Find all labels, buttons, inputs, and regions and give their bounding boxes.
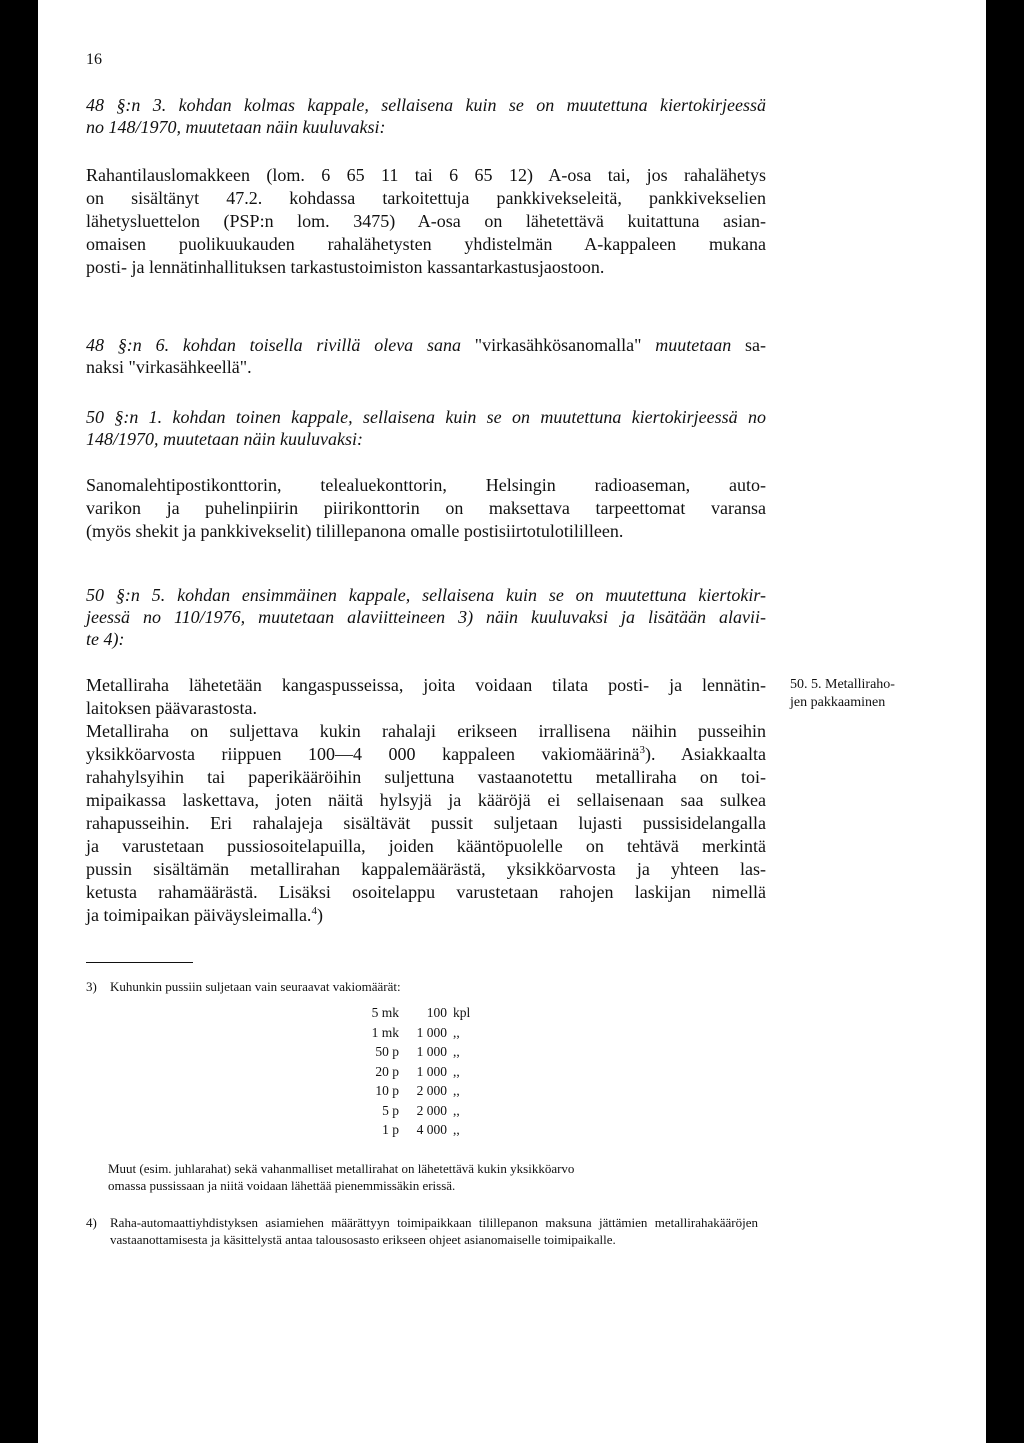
body-line: varikon ja puhelinpiirin piirikonttorin on maksettava tarpeettomat varansa — [86, 498, 766, 518]
body-line: ja varustetaan pussiosoitelapuilla, joiden kääntöpuolelle on tehtävä merkintä — [86, 836, 766, 856]
amendment-heading-48-3 — [86, 94, 766, 138]
amendment-heading-50-5 — [86, 584, 766, 650]
footnote-line: omassa pussissaan ja niitä voidaan lähettää pienemmissäkin erissä. — [108, 1178, 456, 1193]
heading-line: no 148/1970, muutetaan näin kuuluvaksi: — [86, 117, 386, 137]
footnote-line: Muut (esim. juhlarahat) sekä vahanmalliset metallirahat on lähetettävä kukin yksikköarvo — [108, 1161, 575, 1176]
coin-count-table — [355, 1004, 470, 1141]
footnote-ref-3: 3 — [639, 744, 645, 756]
quoted-word-old: "virkasähkösanomalla" — [474, 335, 642, 355]
coin-count-row — [355, 1063, 470, 1083]
footnote-text: Raha-automaattiyhdistyksen asiamiehen määrättyyn toimipaikkaan tilillepanon maksuna jättämien metallirahakääröjen vastaanottamisesta ja käsittelystä antaa talousosasto erikseen ohjeet asianomaiselle toimipaikalle. — [110, 1215, 758, 1247]
coin-count-amount: 1 000 — [416, 1063, 447, 1079]
body-line: rahapusseihin. Eri rahalajeja sisältävät pussit suljetaan lujasti pussisidelangalla — [86, 813, 766, 833]
body-line: rahahylsyihin tai paperikääröihin suljettuna vastaanotettu metalliraha on toi- — [86, 767, 766, 787]
body-text: ). Asiakkaalta — [645, 744, 766, 764]
coin-count-row — [355, 1082, 470, 1102]
margin-note-line-1 — [790, 676, 940, 694]
heading-line: te 4): — [86, 629, 125, 649]
margin-note-line-2: jen pakkaaminen — [790, 695, 886, 710]
coin-count-amount: 1 000 — [416, 1044, 447, 1059]
coin-count-amount: 1 000 — [416, 1024, 447, 1040]
body-line: posti- ja lennätinhallituksen tarkastustoimiston kassantarkastusjaostoon. — [86, 257, 605, 277]
body-line: ketusta rahamäärästä. Lisäksi osoitelappu varustetaan rahojen laskijan nimellä — [86, 882, 766, 902]
hyphen-tail: sa- — [745, 335, 767, 355]
coin-count-row — [355, 1043, 470, 1063]
coin-count-denom: 50 p — [375, 1044, 399, 1059]
footnote-3-continuation — [108, 1160, 758, 1194]
coin-count-row — [355, 1004, 470, 1024]
coin-count-unit: ,, — [453, 1044, 460, 1059]
coin-count-row — [355, 1102, 470, 1122]
coin-count-amount: 100 — [426, 1005, 447, 1020]
body-line: laitoksen päävarastosta. — [86, 698, 257, 718]
page-number: 16 — [86, 51, 102, 68]
body-line: Metalliraha on suljettava kukin rahalaji erikseen irrallisena näihin pusseihin — [86, 721, 766, 741]
coin-count-unit: ,, — [453, 1102, 460, 1118]
heading-line: 148/1970, muutetaan näin kuuluvaksi: — [86, 429, 363, 449]
body-line: Rahantilauslomakkeen (lom. 6 65 11 tai 6 65 12) A-osa tai, jos rahalähetys — [86, 165, 766, 185]
footnote-label: 4) — [86, 1215, 97, 1230]
margin-note-number: 50. 5. — [790, 677, 822, 692]
heading-line: jeessä no 110/1976, muutetaan alaviitteineen 3) näin kuuluvaksi ja lisätään alavii- — [86, 607, 766, 627]
heading-line: 50 §:n 5. kohdan ensimmäinen kappale, sellaisena kuin se on muutettuna kiertokir- — [86, 585, 766, 605]
footnote-4 — [86, 1214, 758, 1248]
footnote-3 — [86, 978, 686, 995]
margin-note — [790, 676, 940, 712]
amendment-body-50-5 — [86, 674, 766, 927]
body-line: mipaikassa laskettava, joten näitä hylsyjä ja kääröjä ei sellaisenaan saa sulkea — [86, 790, 766, 810]
body-line: Sanomalehtipostikonttorin, telealuekonttorin, Helsingin radioaseman, auto- — [86, 475, 766, 495]
coin-count-denom: 5 mk — [371, 1005, 399, 1020]
coin-count-denom: 10 p — [375, 1083, 399, 1098]
coin-count-denom: 1 p — [382, 1122, 399, 1137]
coin-count-denom: 5 p — [382, 1102, 399, 1118]
margin-note-text: Metalliraho- — [825, 677, 895, 692]
amendment-heading-50-1 — [86, 406, 766, 450]
coin-count-unit: ,, — [453, 1122, 460, 1137]
amendment-body-48-3 — [86, 164, 766, 279]
heading-line: 48 §:n 3. kohdan kolmas kappale, sellaisena kuin se on muutettuna kiertokirjeessä — [86, 95, 766, 115]
footnote-text: Kuhunkin pussiin suljetaan vain seuraavat vakiomäärät: — [110, 979, 401, 994]
amendment-line — [86, 334, 766, 356]
body-text: yksikköarvosta riippuen 100—4 000 kappaleen vakiomäärinä — [86, 744, 640, 764]
footnote-rule — [86, 962, 193, 963]
coin-count-unit: kpl — [453, 1005, 471, 1020]
coin-count-amount: 2 000 — [416, 1083, 447, 1098]
quoted-word-new: naksi "virkasähkeellä". — [86, 357, 252, 377]
body-text: ja toimipaikan päiväysleimalla. — [86, 905, 312, 925]
amendment-48-6 — [86, 334, 766, 378]
footnote-ref-4: 4 — [311, 905, 317, 917]
body-line: lähetysluettelon (PSP:n lom. 3475) A-osa on lähetettävä kuitattuna asian- — [86, 211, 766, 231]
footnote-label: 3) — [86, 979, 97, 994]
scan-border-left — [0, 0, 38, 1443]
coin-count-row — [355, 1121, 470, 1141]
body-line: omaisen puolikuukauden rahalähetysten yhdistelmän A-kappaleen mukana — [86, 234, 766, 254]
heading-line: 50 §:n 1. kohdan toinen kappale, sellaisena kuin se on muutettuna kiertokirjeessä no — [86, 407, 766, 427]
coin-count-denom: 1 mk — [371, 1024, 399, 1040]
amendment-italic: 48 §:n 6. kohdan toisella rivillä oleva sana — [86, 335, 461, 355]
coin-count-unit: ,, — [453, 1083, 460, 1098]
coin-count-amount: 2 000 — [416, 1102, 447, 1118]
coin-count-denom: 20 p — [375, 1063, 399, 1079]
coin-count-row — [355, 1024, 470, 1044]
coin-count-unit: ,, — [453, 1063, 460, 1079]
scan-border-right — [986, 0, 1024, 1443]
body-text: ) — [316, 905, 323, 925]
amendment-body-50-1 — [86, 474, 766, 543]
coin-count-amount: 4 000 — [416, 1122, 447, 1137]
body-line: on sisältänyt 47.2. kohdassa tarkoitettuja pankkivekseleitä, pankkivekselien — [86, 188, 766, 208]
body-line: pussin sisältämän metallirahan kappalemäärästä, yksikköarvosta ja yhteen las- — [86, 859, 766, 879]
body-line — [86, 904, 766, 927]
body-line — [86, 743, 766, 766]
coin-count-unit: ,, — [453, 1024, 460, 1040]
body-line: Metalliraha lähetetään kangaspusseissa, joita voidaan tilata posti- ja lennätin- — [86, 675, 766, 695]
amendment-italic: muutetaan — [655, 335, 732, 355]
body-line: (myös shekit ja pankkivekselit) tilillepanona omalle postisiirtotulotililleen. — [86, 521, 624, 541]
